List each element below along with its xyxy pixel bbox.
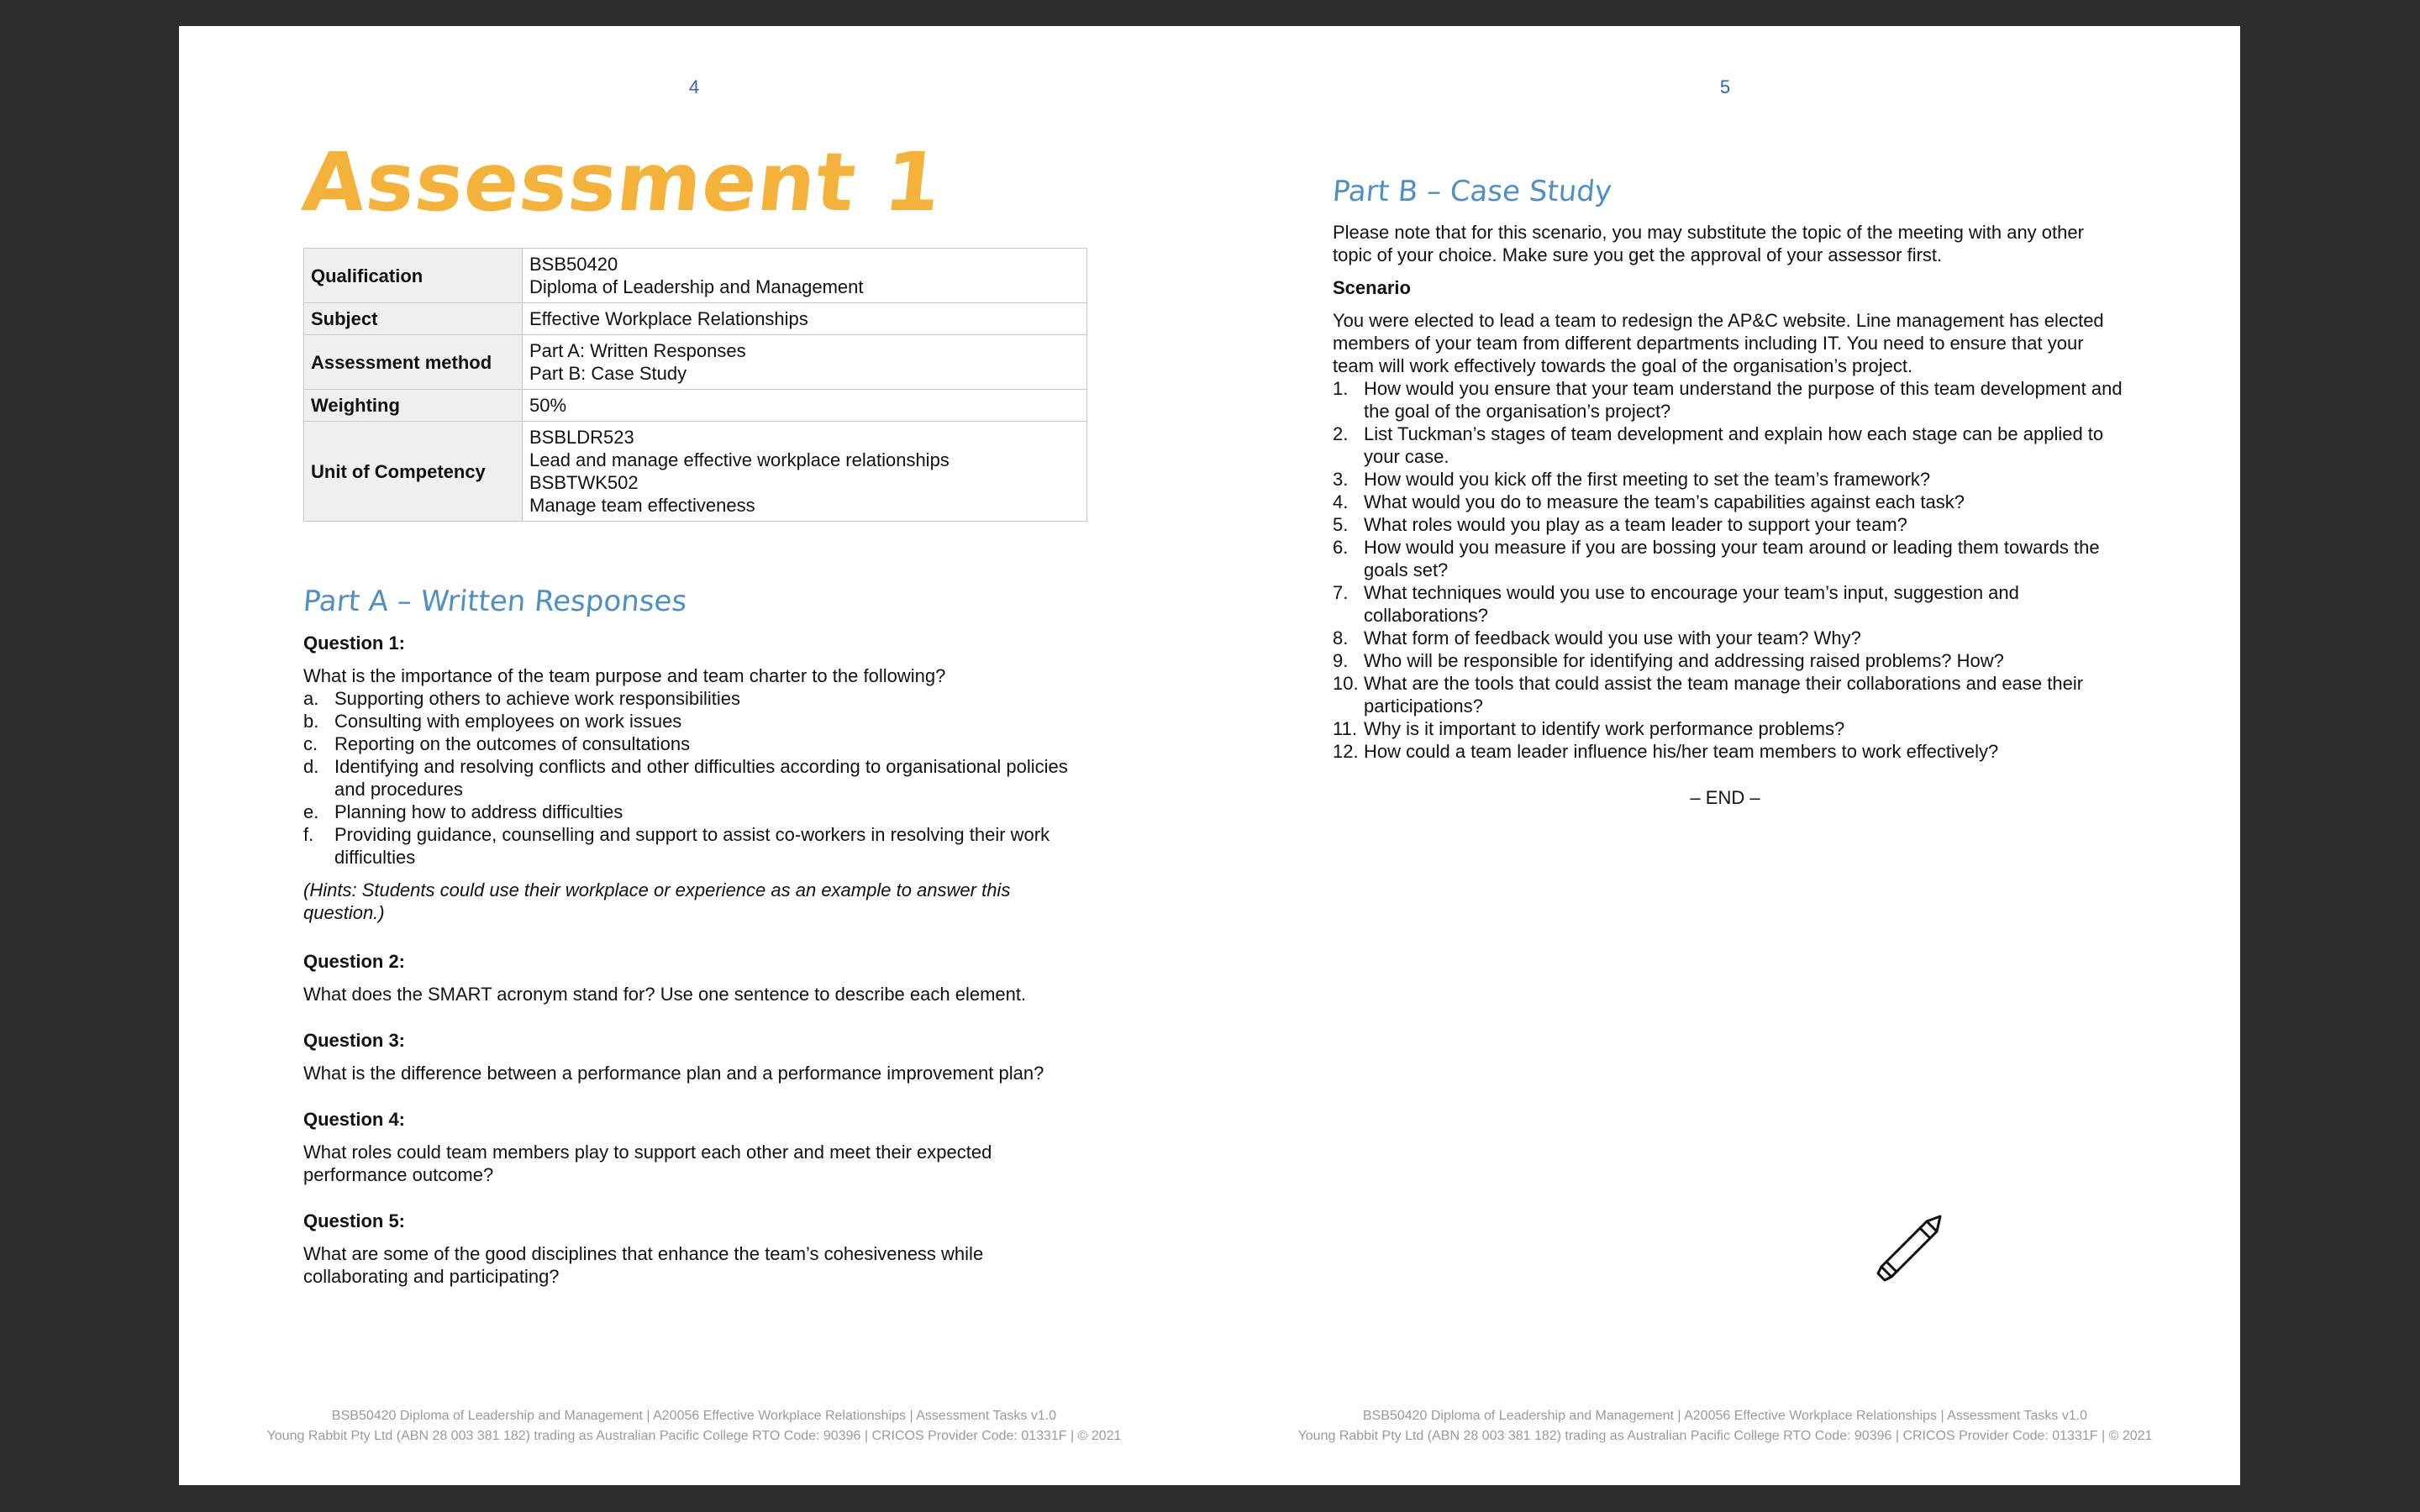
end-marker: – END – xyxy=(1690,787,1760,808)
info-key: Qualification xyxy=(304,249,523,303)
footer-line-1: BSB50420 Diploma of Leadership and Management | A20056 Effective Workplace Relationships | Assessment Tasks v1.0 xyxy=(1362,1409,2088,1423)
page-footer xyxy=(179,1406,1209,1446)
question-text: What are some of the good disciplines that enhance the team’s cohesiveness while collaborating and participating? xyxy=(303,1243,984,1287)
question-3 xyxy=(303,1029,1093,1084)
info-key: Weighting xyxy=(304,390,523,422)
list-item xyxy=(303,732,1093,755)
info-value-line: Part B: Case Study xyxy=(529,363,687,384)
info-value xyxy=(523,303,1087,335)
list-text: Identifying and resolving conflicts and other difficulties according to organisational policies and procedures xyxy=(334,756,1068,800)
list-item xyxy=(1333,649,2123,672)
list-item xyxy=(1333,377,2123,423)
list-text: Supporting others to achieve work responsibilities xyxy=(334,688,741,709)
question-1-list xyxy=(303,687,1093,869)
list-marker: a. xyxy=(303,688,319,709)
question-text: What does the SMART acronym stand for? Use one sentence to describe each element. xyxy=(303,984,1027,1005)
info-value-line: Part A: Written Responses xyxy=(529,340,746,361)
info-value-line: Effective Workplace Relationships xyxy=(529,308,808,329)
info-key: Assessment method xyxy=(304,335,523,390)
list-marker: 5. xyxy=(1333,514,1349,535)
list-marker: b. xyxy=(303,711,319,732)
list-text: Reporting on the outcomes of consultations xyxy=(334,733,691,754)
list-marker: 11. xyxy=(1333,718,1357,739)
list-marker: c. xyxy=(303,733,318,754)
info-value-line: Lead and manage effective workplace relationships xyxy=(529,449,950,470)
list-item xyxy=(1333,581,2123,627)
part-a-heading: Part A – Written Responses xyxy=(302,585,689,618)
info-value-line: BSB50420 xyxy=(529,254,618,275)
list-text: What techniques would you use to encourage your team’s input, suggestion and collaborations? xyxy=(1364,582,2019,626)
list-marker: 8. xyxy=(1333,627,1349,648)
list-item xyxy=(1333,513,2123,536)
list-text: How would you kick off the first meeting to set the team’s framework? xyxy=(1364,469,1931,490)
list-item xyxy=(303,710,1093,732)
list-text: How would you measure if you are bossing your team around or leading them towards the goals set? xyxy=(1364,537,2100,580)
list-text: Consulting with employees on work issues xyxy=(334,711,682,732)
list-text: How would you ensure that your team understand the purpose of this team development and the goal of the organisation’s project? xyxy=(1364,378,2123,422)
info-value xyxy=(523,249,1087,303)
info-value xyxy=(523,335,1087,390)
list-item xyxy=(1333,740,2123,763)
list-marker: 2. xyxy=(1333,423,1349,444)
pencil-icon xyxy=(1871,1206,1947,1282)
list-marker: f. xyxy=(303,824,314,845)
list-item xyxy=(303,823,1093,869)
info-value-line: BSBLDR523 xyxy=(529,427,634,448)
list-item xyxy=(1333,491,2123,513)
assessment-info-table xyxy=(303,248,1087,522)
question-label: Question 3: xyxy=(303,1030,406,1051)
info-key: Subject xyxy=(304,303,523,335)
list-marker: 7. xyxy=(1333,582,1349,603)
list-item xyxy=(1333,672,2123,717)
list-text: What are the tools that could assist the team manage their collaborations and ease their participations? xyxy=(1364,673,2084,717)
question-text: What is the importance of the team purpose and team charter to the following? xyxy=(303,665,946,686)
info-row xyxy=(304,303,1087,335)
list-marker: 1. xyxy=(1333,378,1349,399)
list-item xyxy=(1333,423,2123,468)
question-text: What roles could team members play to support each other and meet their expected performance outcome? xyxy=(303,1142,992,1185)
list-item xyxy=(303,801,1093,823)
list-marker: e. xyxy=(303,801,319,822)
info-value xyxy=(523,422,1087,522)
info-value xyxy=(523,390,1087,422)
list-text: How could a team leader influence his/her team members to work effectively? xyxy=(1364,741,1999,762)
info-value-line: Manage team effectiveness xyxy=(529,495,755,516)
list-item xyxy=(1333,468,2123,491)
question-label: Question 1: xyxy=(303,633,406,654)
info-row xyxy=(304,422,1087,522)
list-marker: 3. xyxy=(1333,469,1349,490)
info-row xyxy=(304,335,1087,390)
info-row xyxy=(304,390,1087,422)
info-row xyxy=(304,249,1087,303)
info-value-line: BSBTWK502 xyxy=(529,472,639,493)
question-5 xyxy=(303,1210,1060,1288)
list-text: Why is it important to identify work performance problems? xyxy=(1364,718,1845,739)
question-text: What is the difference between a performance plan and a performance improvement plan? xyxy=(303,1063,1044,1084)
scenario-label: Scenario xyxy=(1333,277,1411,298)
case-study-questions xyxy=(1333,377,2123,763)
list-item xyxy=(1333,627,2123,649)
page-footer xyxy=(1210,1406,2240,1446)
info-key: Unit of Competency xyxy=(304,422,523,522)
question-4 xyxy=(303,1108,1060,1186)
list-marker: 4. xyxy=(1333,491,1349,512)
list-item xyxy=(303,755,1093,801)
page-number: 4 xyxy=(688,76,700,97)
list-text: What form of feedback would you use with your team? Why? xyxy=(1364,627,1861,648)
footer-line-2: Young Rabbit Pty Ltd (ABN 28 003 381 182) trading as Australian Pacific College RTO Code: 90396 | CRICOS Provider Code: 01331F | © 2021 xyxy=(266,1429,1122,1443)
list-text: Who will be responsible for identifying and addressing raised problems? How? xyxy=(1364,650,2004,671)
list-item xyxy=(303,687,1093,710)
info-value-line: 50% xyxy=(529,395,567,416)
question-label: Question 2: xyxy=(303,951,406,972)
case-study-body xyxy=(1333,221,2123,763)
list-text: Planning how to address difficulties xyxy=(334,801,623,822)
part-b-heading: Part B – Case Study xyxy=(1331,175,1613,208)
page-number: 5 xyxy=(1719,76,1731,97)
list-marker: d. xyxy=(303,756,319,777)
question-label: Question 4: xyxy=(303,1109,406,1130)
list-text: Providing guidance, counselling and support to assist co-workers in resolving their work difficulties xyxy=(334,824,1050,868)
footer-line-2: Young Rabbit Pty Ltd (ABN 28 003 381 182) trading as Australian Pacific College RTO Code: 90396 | CRICOS Provider Code: 01331F | © 2021 xyxy=(1297,1429,2153,1443)
list-marker: 10. xyxy=(1333,673,1359,694)
question-2 xyxy=(303,950,1093,1005)
question-1 xyxy=(303,632,1093,924)
case-study-note: Please note that for this scenario, you may substitute the topic of the meeting with any other topic of your choice. Make sure you get the approval of your assessor first. xyxy=(1333,222,2084,265)
scenario-text: You were elected to lead a team to redesign the AP&C website. Line management has elected members of your team from different departments including IT. You need to ensure that your team will work effectively towards the goal of the organisation’s project. xyxy=(1333,310,2104,376)
list-item xyxy=(1333,717,2123,740)
list-text: List Tuckman’s stages of team development and explain how each stage can be applied to your case. xyxy=(1364,423,2104,467)
document-spread xyxy=(179,26,2240,1485)
info-value-line: Diploma of Leadership and Management xyxy=(529,276,864,297)
list-marker: 12. xyxy=(1333,741,1359,762)
footer-line-1: BSB50420 Diploma of Leadership and Management | A20056 Effective Workplace Relationships | Assessment Tasks v1.0 xyxy=(331,1409,1057,1423)
page-4 xyxy=(179,26,1209,1485)
list-item xyxy=(1333,536,2123,581)
list-marker: 9. xyxy=(1333,650,1349,671)
question-hint: (Hints: Students could use their workplace or experience as an example to answer this question.) xyxy=(303,879,1011,923)
assessment-title: Assessment 1 xyxy=(298,135,947,229)
question-label: Question 5: xyxy=(303,1210,406,1231)
list-text: What would you do to measure the team’s capabilities against each task? xyxy=(1364,491,1965,512)
page-5 xyxy=(1210,26,2240,1485)
list-text: What roles would you play as a team leader to support your team? xyxy=(1364,514,1907,535)
list-marker: 6. xyxy=(1333,537,1349,558)
